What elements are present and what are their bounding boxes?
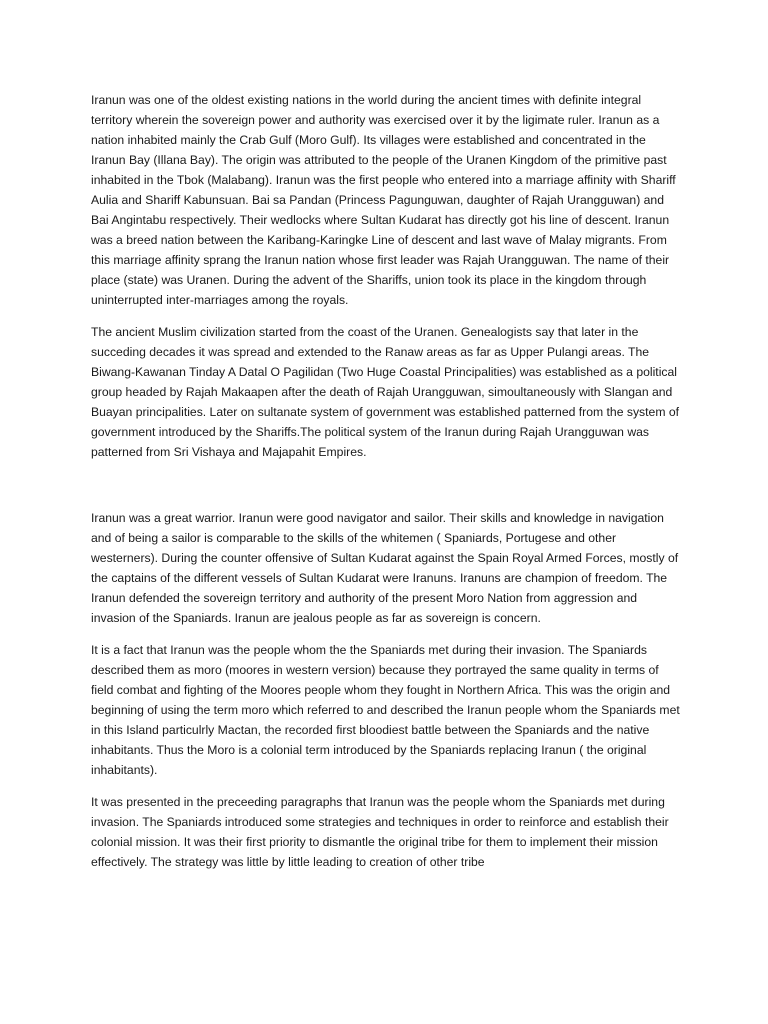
paragraph-2: The ancient Muslim civilization started from the coast of the Uranen. Genealogists say that later in the succeding decades it was spread and extended to the Ranaw areas as far as Upper Pulangi areas. The Biwang-Kawanan Tinday A Datal O Pagilidan (Two Huge Coastal Principalities) was established as a political group headed by Rajah Makaapen after the death of Rajah Urangguwan, simoultaneously with Slangan and Buayan principalities. Later on sultanate system of government was established patterned from the system of government introduced by the Shariffs.The political system of the Iranun during Rajah Urangguwan was patterned from Sri Vishaya and Majapahit Empires. [91,325,680,459]
document-body [91,90,681,884]
paragraph-3: Iranun was a great warrior. Iranun were good navigator and sailor. Their skills and knowledge in navigation and of being a sailor is comparable to the skills of the whitemen ( Spaniards, Portugese and other westerners). During the counter offensive of Sultan Kudarat against the Spain Royal Armed Forces, mostly of the captains of the different vessels of Sultan Kudarat were Iranuns. Iranuns are champion of freedom. The Iranun defended the sovereign territory and authority of the present Moro Nation from aggression and invasion of the Spaniards. Iranun are jealous people as far as sovereign is concern. [91,511,679,625]
paragraph-5: It was presented in the preceeding paragraphs that Iranun was the people whom the Spaniards met during invasion. The Spaniards introduced some strategies and techniques in order to reinforce and establish their colonial mission. It was their first priority to dismantle the original tribe for them to implement their mission effectively. The strategy was little by little leading to creation of other tribe [91,795,669,869]
blank-line [91,474,681,508]
paragraph-4: It is a fact that Iranun was the people whom the the Spaniards met during their invasion. The Spaniards described them as moro (moores in western version) because they portrayed the same quality in terms of field combat and fighting of the Moores people whom they fought in Northern Africa. This was the origin and beginning of using the term moro which referred to and described the Iranun people whom the Spaniards met in this Island particulrly Mactan, the recorded first bloodiest battle between the Spaniards and the native inhabitants. Thus the Moro is a colonial term introduced by the Spaniards replacing Iranun ( the original inhabitants). [91,643,680,777]
paragraph-1: Iranun was one of the oldest existing nations in the world during the ancient times with definite integral territory wherein the sovereign power and authority was exercised over it by the ligimate ruler. Iranun as a nation inhabited mainly the Crab Gulf (Moro Gulf). Its villages were established and concentrated in the Iranun Bay (Illana Bay). The origin was attributed to the people of the Uranen Kingdom of the primitive past inhabited in the Tbok (Malabang). Iranun was the first people who entered into a marriage affinity with Shariff Aulia and Shariff Kabunsuan. Bai sa Pandan (Princess Pagunguwan, daughter of Rajah Urangguwan) and Bai Angintabu respectively. Their wedlocks where Sultan Kudarat has directly got his line of descent. Iranun was a breed nation between the Karibang-Karingke Line of descent and last wave of Malay migrants. From this marriage affinity sprang the Iranun nation whose first leader was Rajah Urangguwan. The name of their place (state) was Uranen. During the advent of the Shariffs, union took its place in the kingdom through uninterrupted inter-marriages among the royals. [91,93,676,307]
